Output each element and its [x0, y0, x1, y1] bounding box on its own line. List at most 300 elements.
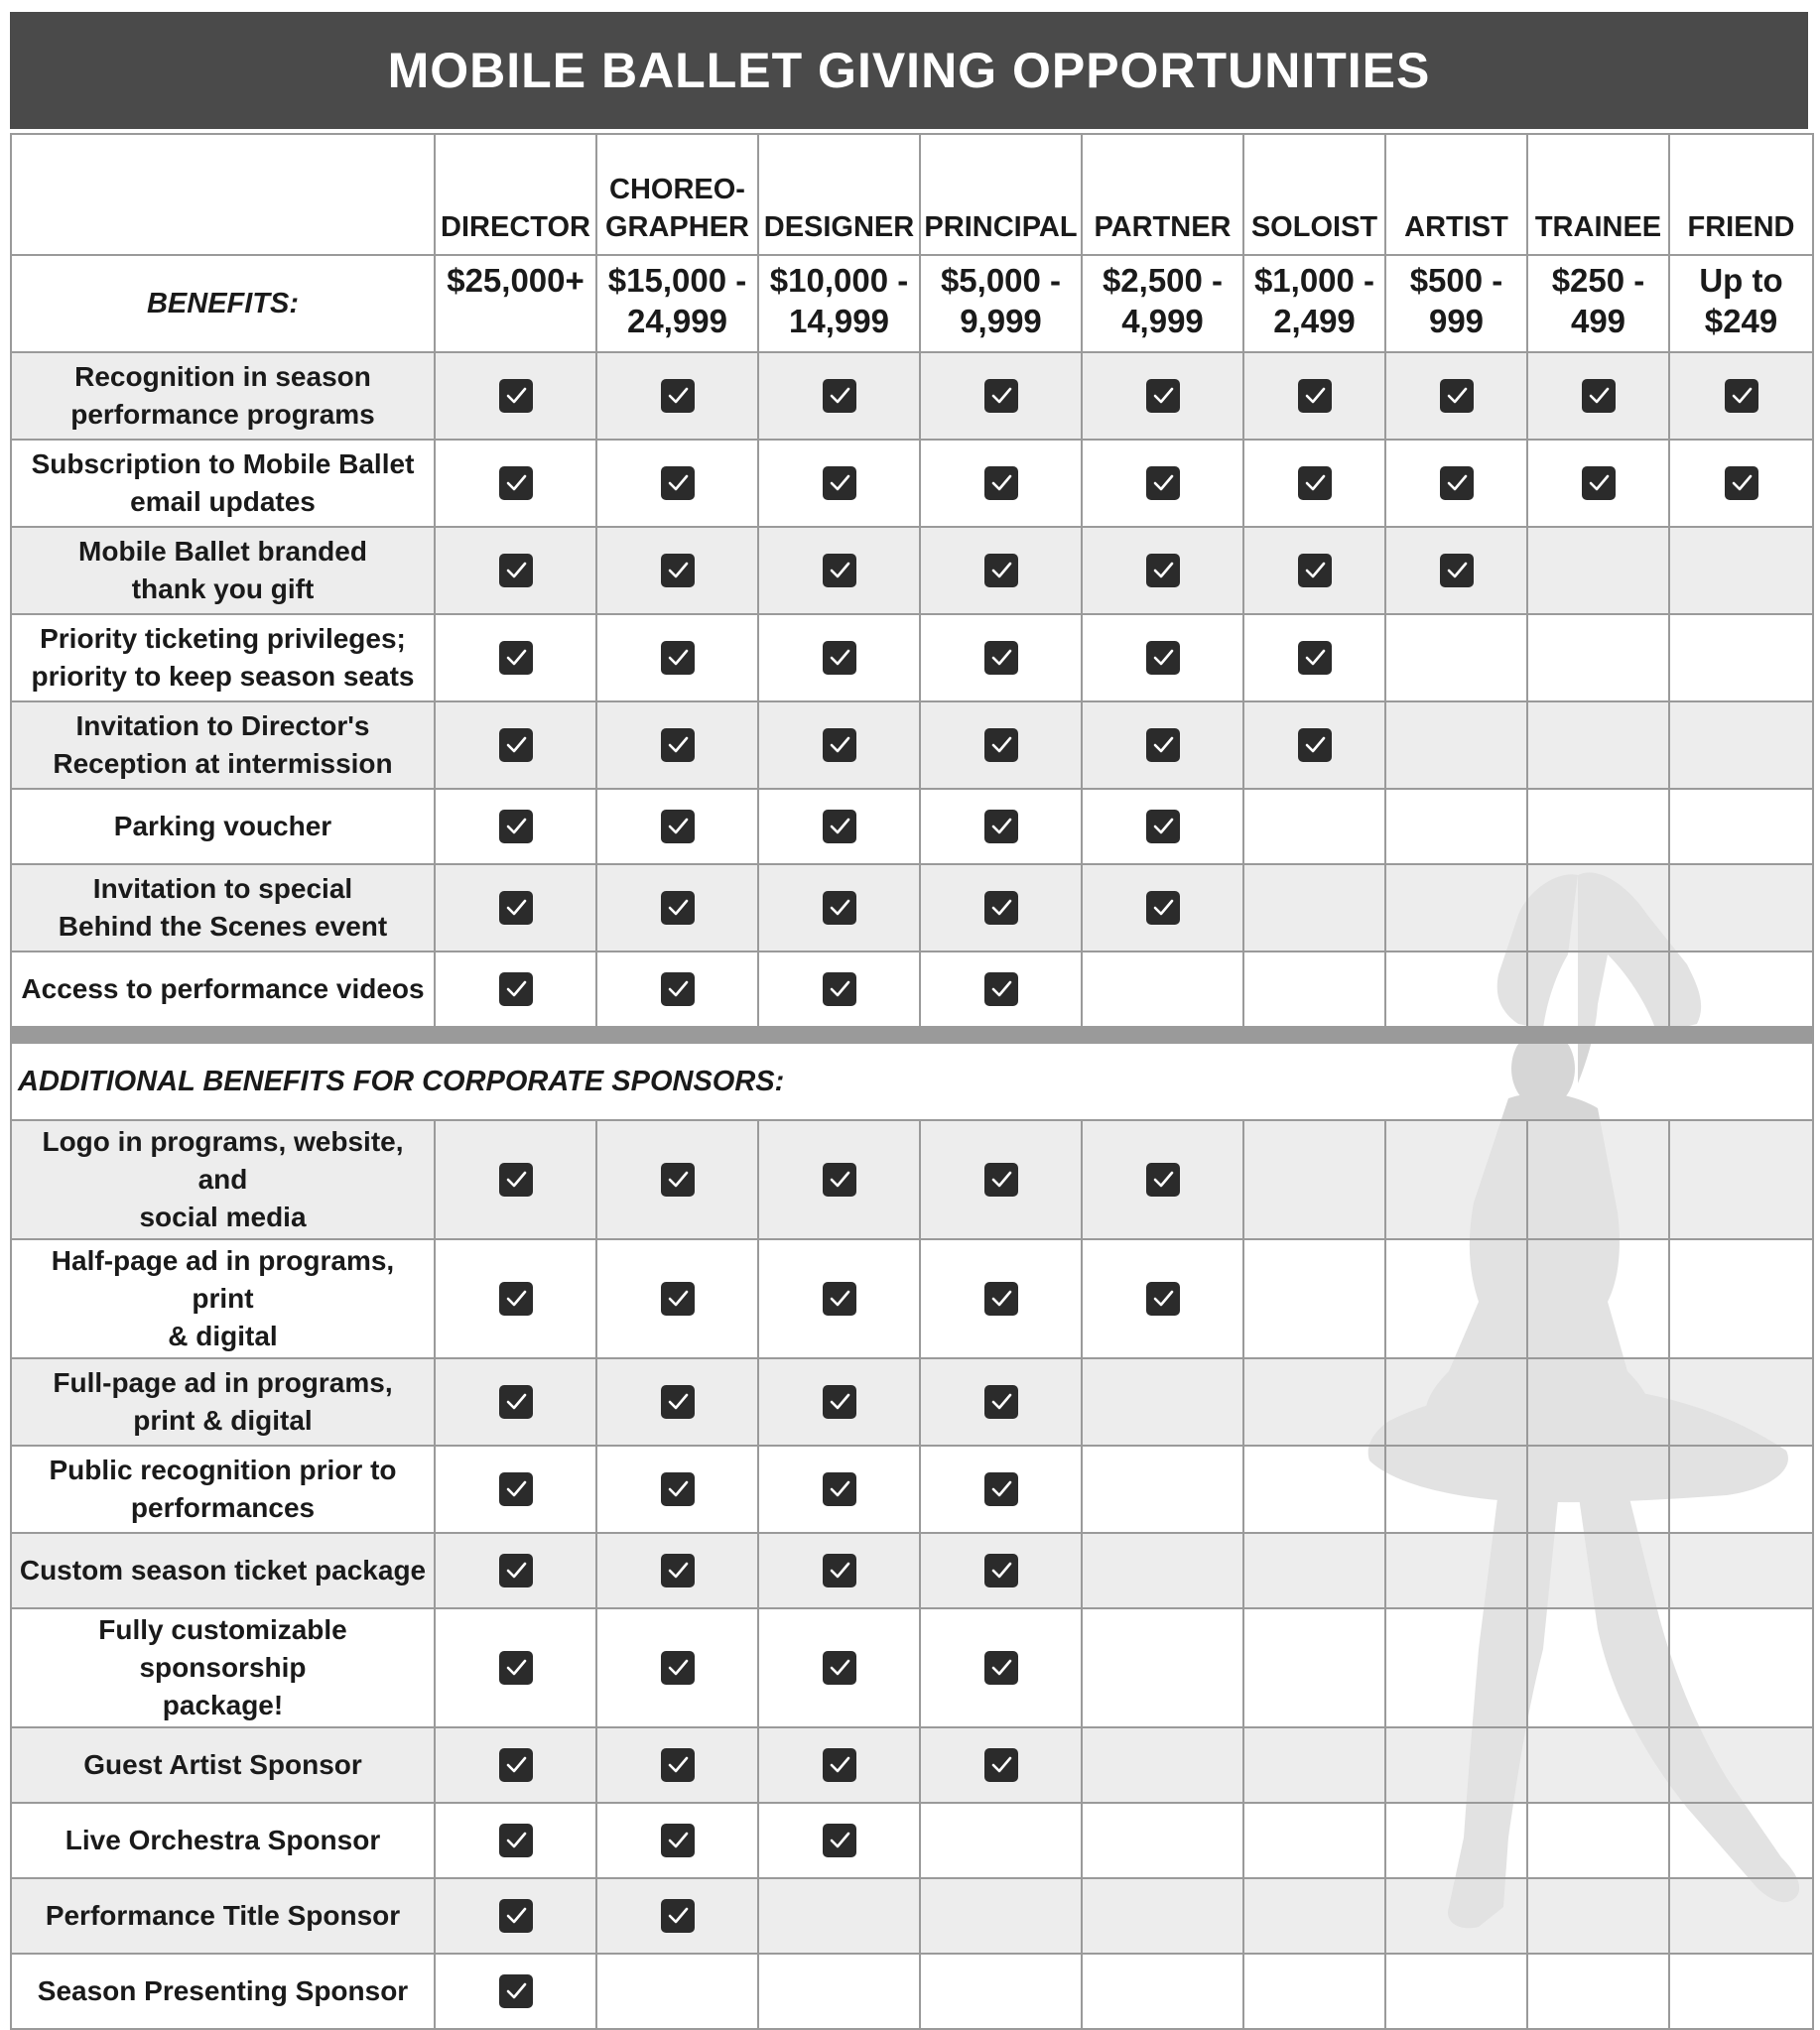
table-row [11, 1533, 1813, 1608]
benefit-cell [1527, 1120, 1669, 1239]
benefit-cell [1082, 1533, 1243, 1608]
checkbox-checked-icon [499, 1282, 533, 1316]
benefit-cell [1669, 1533, 1813, 1608]
benefit-cell [758, 1533, 920, 1608]
checkbox-checked-icon [823, 1824, 856, 1857]
corporate-section-row [11, 1043, 1813, 1120]
benefit-cell [1527, 1446, 1669, 1533]
checkbox-checked-icon [1146, 379, 1180, 413]
table-row [11, 1120, 1813, 1239]
checkbox-checked-icon [499, 554, 533, 587]
benefit-cell [920, 352, 1082, 440]
checkbox-checked-icon [823, 641, 856, 675]
benefit-cell [1243, 1727, 1385, 1803]
checkbox-checked-icon [661, 1282, 695, 1316]
benefit-cell [596, 1954, 758, 2029]
benefit-cell [1669, 352, 1813, 440]
benefit-cell [920, 1120, 1082, 1239]
benefit-cell [1669, 1608, 1813, 1727]
benefit-cell [1527, 1954, 1669, 2029]
benefit-cell [1243, 1878, 1385, 1954]
table-row [11, 614, 1813, 701]
checkbox-checked-icon [823, 1282, 856, 1316]
benefit-cell [1243, 527, 1385, 614]
benefit-cell [1527, 1239, 1669, 1358]
tier-name-row [11, 134, 1813, 255]
checkbox-checked-icon [499, 1651, 533, 1685]
benefit-cell [1243, 864, 1385, 952]
benefit-cell [1243, 440, 1385, 527]
benefit-cell [596, 1533, 758, 1608]
benefit-cell [758, 952, 920, 1027]
benefit-cell [920, 440, 1082, 527]
benefit-cell [1527, 789, 1669, 864]
benefit-label: Access to performance videos [11, 952, 435, 1027]
separator-cell [11, 1027, 1813, 1043]
tier-amount: $10,000 - 14,999 [758, 255, 920, 352]
benefit-cell [1243, 1608, 1385, 1727]
checkbox-checked-icon [661, 1554, 695, 1587]
checkbox-checked-icon [499, 1748, 533, 1782]
benefit-cell [596, 527, 758, 614]
benefit-cell [596, 1608, 758, 1727]
benefit-cell [920, 1727, 1082, 1803]
benefit-cell [435, 1239, 596, 1358]
checkbox-checked-icon [984, 554, 1018, 587]
benefit-cell [920, 1608, 1082, 1727]
checkbox-checked-icon [661, 810, 695, 843]
benefit-cell [435, 1446, 596, 1533]
benefit-cell [1082, 1608, 1243, 1727]
benefit-cell [596, 352, 758, 440]
checkbox-checked-icon [823, 1472, 856, 1506]
benefit-cell [1669, 701, 1813, 789]
tier-name: SOLOIST [1243, 134, 1385, 255]
benefit-cell [596, 1878, 758, 1954]
benefit-cell [1082, 1727, 1243, 1803]
checkbox-checked-icon [823, 728, 856, 762]
benefit-cell [758, 701, 920, 789]
checkbox-checked-icon [984, 1472, 1018, 1506]
checkbox-checked-icon [499, 1554, 533, 1587]
benefit-cell [435, 440, 596, 527]
benefit-cell [1385, 440, 1527, 527]
benefit-cell [1527, 1608, 1669, 1727]
checkbox-checked-icon [661, 1824, 695, 1857]
benefit-cell [1669, 440, 1813, 527]
checkbox-checked-icon [1146, 728, 1180, 762]
benefit-cell [1385, 1878, 1527, 1954]
giving-chart [10, 12, 1808, 2030]
benefit-cell [1385, 527, 1527, 614]
benefit-cell [435, 614, 596, 701]
benefit-cell [1082, 864, 1243, 952]
benefit-cell [758, 1878, 920, 1954]
checkbox-checked-icon [1298, 379, 1332, 413]
benefit-cell [435, 1533, 596, 1608]
benefit-cell [1243, 789, 1385, 864]
benefit-cell [758, 1608, 920, 1727]
checkbox-checked-icon [1298, 554, 1332, 587]
checkbox-checked-icon [499, 728, 533, 762]
benefit-cell [1243, 352, 1385, 440]
benefit-cell [1243, 614, 1385, 701]
section-separator [11, 1027, 1813, 1120]
checkbox-checked-icon [499, 891, 533, 925]
page-title: MOBILE BALLET GIVING OPPORTUNITIES [10, 12, 1808, 129]
benefit-cell [1527, 1803, 1669, 1878]
benefit-cell [596, 614, 758, 701]
benefit-cell [596, 1446, 758, 1533]
benefit-cell [758, 1803, 920, 1878]
checkbox-checked-icon [1146, 1282, 1180, 1316]
checkbox-checked-icon [1725, 379, 1758, 413]
benefit-cell [1082, 352, 1243, 440]
checkbox-checked-icon [823, 1748, 856, 1782]
checkbox-checked-icon [823, 379, 856, 413]
table-row [11, 864, 1813, 952]
checkbox-checked-icon [661, 891, 695, 925]
benefit-cell [758, 1727, 920, 1803]
checkbox-checked-icon [661, 1472, 695, 1506]
benefit-cell [1385, 701, 1527, 789]
benefit-cell [1243, 1239, 1385, 1358]
tier-name: PRINCIPAL [920, 134, 1082, 255]
table-row [11, 1727, 1813, 1803]
checkbox-checked-icon [1146, 891, 1180, 925]
checkbox-checked-icon [984, 1163, 1018, 1197]
checkbox-checked-icon [823, 1163, 856, 1197]
benefit-label: Recognition in season performance programs [11, 352, 435, 440]
checkbox-checked-icon [1725, 466, 1758, 500]
benefit-cell [1385, 1239, 1527, 1358]
checkbox-checked-icon [1298, 641, 1332, 675]
tier-amount: $25,000+ [435, 255, 596, 352]
table-row [11, 1803, 1813, 1878]
benefit-cell [1243, 1120, 1385, 1239]
benefit-cell [1385, 1446, 1527, 1533]
benefit-cell [435, 952, 596, 1027]
benefit-cell [435, 352, 596, 440]
benefit-cell [1669, 1803, 1813, 1878]
table-row [11, 440, 1813, 527]
benefit-cell [596, 789, 758, 864]
benefit-cell [1527, 527, 1669, 614]
benefit-label: Half-page ad in programs, print & digital [11, 1239, 435, 1358]
benefit-cell [435, 1608, 596, 1727]
checkbox-checked-icon [984, 972, 1018, 1006]
benefits-label: BENEFITS: [11, 255, 435, 352]
checkbox-checked-icon [823, 972, 856, 1006]
checkbox-checked-icon [984, 1748, 1018, 1782]
checkbox-checked-icon [823, 891, 856, 925]
checkbox-checked-icon [499, 379, 533, 413]
benefit-cell [596, 440, 758, 527]
benefit-cell [1527, 614, 1669, 701]
tier-amount: $250 - 499 [1527, 255, 1669, 352]
benefit-cell [1082, 789, 1243, 864]
table-row [11, 1608, 1813, 1727]
benefit-cell [1385, 1120, 1527, 1239]
benefit-cell [596, 952, 758, 1027]
benefit-cell [758, 440, 920, 527]
benefit-cell [1669, 614, 1813, 701]
checkbox-checked-icon [823, 1385, 856, 1419]
checkbox-checked-icon [823, 810, 856, 843]
checkbox-checked-icon [1440, 554, 1474, 587]
checkbox-checked-icon [1582, 379, 1616, 413]
checkbox-checked-icon [1582, 466, 1616, 500]
checkbox-checked-icon [984, 641, 1018, 675]
benefit-cell [435, 1358, 596, 1446]
table-row [11, 701, 1813, 789]
checkbox-checked-icon [499, 466, 533, 500]
checkbox-checked-icon [1146, 554, 1180, 587]
benefit-cell [758, 1120, 920, 1239]
benefit-cell [1669, 952, 1813, 1027]
checkbox-checked-icon [661, 1163, 695, 1197]
benefit-label: Season Presenting Sponsor [11, 1954, 435, 2029]
benefit-cell [1669, 1727, 1813, 1803]
benefit-cell [1669, 527, 1813, 614]
checkbox-checked-icon [499, 810, 533, 843]
checkbox-checked-icon [499, 1472, 533, 1506]
benefit-cell [1385, 1954, 1527, 2029]
benefit-cell [1385, 864, 1527, 952]
benefit-cell [758, 352, 920, 440]
benefit-cell [1385, 1608, 1527, 1727]
checkbox-checked-icon [499, 1974, 533, 2008]
benefit-cell [758, 864, 920, 952]
benefit-cell [1082, 1803, 1243, 1878]
benefit-cell [1082, 614, 1243, 701]
benefit-cell [758, 789, 920, 864]
checkbox-checked-icon [823, 1651, 856, 1685]
checkbox-checked-icon [499, 1385, 533, 1419]
benefit-cell [435, 701, 596, 789]
checkbox-checked-icon [661, 1385, 695, 1419]
benefit-cell [1385, 1803, 1527, 1878]
checkbox-checked-icon [984, 728, 1018, 762]
tier-name: FRIEND [1669, 134, 1813, 255]
benefit-cell [1669, 1878, 1813, 1954]
checkbox-checked-icon [661, 1651, 695, 1685]
corporate-section-title: ADDITIONAL BENEFITS FOR CORPORATE SPONSORS: [11, 1043, 1813, 1120]
benefit-label: Invitation to Director's Reception at intermission [11, 701, 435, 789]
tier-amount: $2,500 - 4,999 [1082, 255, 1243, 352]
benefit-cell [1527, 1727, 1669, 1803]
benefit-cell [596, 1120, 758, 1239]
table-row [11, 1878, 1813, 1954]
benefit-rows [11, 352, 1813, 1027]
checkbox-checked-icon [984, 379, 1018, 413]
table-row [11, 1446, 1813, 1533]
table-row [11, 789, 1813, 864]
benefit-cell [920, 1239, 1082, 1358]
checkbox-checked-icon [661, 1899, 695, 1933]
benefits-table [10, 133, 1814, 2030]
checkbox-checked-icon [984, 810, 1018, 843]
benefit-label: Mobile Ballet branded thank you gift [11, 527, 435, 614]
tier-amount: $5,000 - 9,999 [920, 255, 1082, 352]
benefit-label: Subscription to Mobile Ballet email updates [11, 440, 435, 527]
benefit-cell [920, 527, 1082, 614]
checkbox-checked-icon [823, 466, 856, 500]
benefit-cell [1243, 1446, 1385, 1533]
checkbox-checked-icon [1146, 810, 1180, 843]
benefit-cell [1243, 1803, 1385, 1878]
benefit-cell [596, 864, 758, 952]
checkbox-checked-icon [823, 554, 856, 587]
benefit-cell [1243, 1358, 1385, 1446]
benefit-cell [1385, 789, 1527, 864]
benefit-cell [1385, 952, 1527, 1027]
checkbox-checked-icon [984, 1385, 1018, 1419]
benefit-label: Live Orchestra Sponsor [11, 1803, 435, 1878]
table-row [11, 952, 1813, 1027]
table-row [11, 527, 1813, 614]
benefit-cell [1669, 1446, 1813, 1533]
benefit-cell [1527, 1533, 1669, 1608]
table-row [11, 352, 1813, 440]
benefit-cell [1082, 952, 1243, 1027]
benefit-cell [758, 614, 920, 701]
benefit-cell [435, 1803, 596, 1878]
benefit-cell [920, 864, 1082, 952]
checkbox-checked-icon [661, 466, 695, 500]
checkbox-checked-icon [984, 1651, 1018, 1685]
checkbox-checked-icon [499, 641, 533, 675]
benefit-cell [1082, 1358, 1243, 1446]
checkbox-checked-icon [661, 554, 695, 587]
benefit-cell [1527, 440, 1669, 527]
tier-amount-row [11, 255, 1813, 352]
benefit-cell [1243, 1533, 1385, 1608]
benefit-cell [435, 527, 596, 614]
benefit-cell [596, 1239, 758, 1358]
checkbox-checked-icon [661, 641, 695, 675]
benefit-label: Priority ticketing privileges; priority to keep season seats [11, 614, 435, 701]
benefit-cell [1385, 1358, 1527, 1446]
benefit-cell [1527, 701, 1669, 789]
benefit-cell [920, 1533, 1082, 1608]
benefit-cell [596, 1803, 758, 1878]
benefit-cell [1385, 1727, 1527, 1803]
benefit-cell [596, 1727, 758, 1803]
tier-amount: Up to $249 [1669, 255, 1813, 352]
checkbox-checked-icon [984, 466, 1018, 500]
benefit-cell [1527, 352, 1669, 440]
checkbox-checked-icon [1298, 466, 1332, 500]
benefit-label: Full-page ad in programs, print & digital [11, 1358, 435, 1446]
benefit-cell [920, 1878, 1082, 1954]
benefit-label: Custom season ticket package [11, 1533, 435, 1608]
checkbox-checked-icon [661, 379, 695, 413]
benefit-cell [1082, 1120, 1243, 1239]
benefit-label: Performance Title Sponsor [11, 1878, 435, 1954]
checkbox-checked-icon [499, 1899, 533, 1933]
checkbox-checked-icon [984, 1282, 1018, 1316]
benefit-cell [435, 1727, 596, 1803]
checkbox-checked-icon [1440, 466, 1474, 500]
checkbox-checked-icon [1146, 1163, 1180, 1197]
benefit-cell [920, 701, 1082, 789]
benefit-cell [435, 1120, 596, 1239]
benefit-cell [1669, 789, 1813, 864]
benefit-label: Invitation to special Behind the Scenes event [11, 864, 435, 952]
benefit-cell [1669, 1358, 1813, 1446]
checkbox-checked-icon [823, 1554, 856, 1587]
benefit-cell [758, 1446, 920, 1533]
checkbox-checked-icon [984, 1554, 1018, 1587]
benefit-cell [1527, 1358, 1669, 1446]
benefit-cell [1669, 1954, 1813, 2029]
benefit-cell [920, 614, 1082, 701]
benefit-cell [920, 952, 1082, 1027]
header-blank-cell [11, 134, 435, 255]
benefit-cell [758, 527, 920, 614]
benefit-cell [1082, 1446, 1243, 1533]
table-row [11, 1954, 1813, 2029]
benefit-cell [920, 1954, 1082, 2029]
tier-name: CHOREO- GRAPHER [596, 134, 758, 255]
checkbox-checked-icon [984, 891, 1018, 925]
benefit-cell [920, 1358, 1082, 1446]
checkbox-checked-icon [1146, 466, 1180, 500]
benefit-cell [1385, 1533, 1527, 1608]
benefit-cell [1669, 1120, 1813, 1239]
checkbox-checked-icon [1298, 728, 1332, 762]
benefit-cell [596, 701, 758, 789]
benefit-cell [920, 789, 1082, 864]
benefit-cell [435, 789, 596, 864]
tier-name: TRAINEE [1527, 134, 1669, 255]
benefit-cell [435, 1954, 596, 2029]
benefit-cell [1669, 1239, 1813, 1358]
benefit-cell [1082, 440, 1243, 527]
benefit-cell [1243, 701, 1385, 789]
benefit-cell [1527, 1878, 1669, 1954]
benefit-cell [920, 1446, 1082, 1533]
benefit-label: Parking voucher [11, 789, 435, 864]
checkbox-checked-icon [661, 728, 695, 762]
checkbox-checked-icon [661, 1748, 695, 1782]
checkbox-checked-icon [499, 1163, 533, 1197]
benefit-cell [1527, 864, 1669, 952]
benefit-cell [1385, 614, 1527, 701]
tier-amount: $15,000 - 24,999 [596, 255, 758, 352]
benefit-cell [920, 1803, 1082, 1878]
benefit-cell [435, 1878, 596, 1954]
corporate-benefit-rows [11, 1120, 1813, 2029]
checkbox-checked-icon [1146, 641, 1180, 675]
tier-name: DIRECTOR [435, 134, 596, 255]
benefit-cell [1669, 864, 1813, 952]
benefit-label: Guest Artist Sponsor [11, 1727, 435, 1803]
benefit-cell [1082, 1239, 1243, 1358]
table-row [11, 1358, 1813, 1446]
benefit-cell [1082, 1878, 1243, 1954]
table-row [11, 1239, 1813, 1358]
benefit-label: Logo in programs, website, and social media [11, 1120, 435, 1239]
checkbox-checked-icon [499, 972, 533, 1006]
benefit-cell [1082, 527, 1243, 614]
separator-row [11, 1027, 1813, 1043]
benefit-cell [1243, 1954, 1385, 2029]
benefit-cell [1082, 701, 1243, 789]
tier-amount: $500 - 999 [1385, 255, 1527, 352]
benefit-cell [1385, 352, 1527, 440]
